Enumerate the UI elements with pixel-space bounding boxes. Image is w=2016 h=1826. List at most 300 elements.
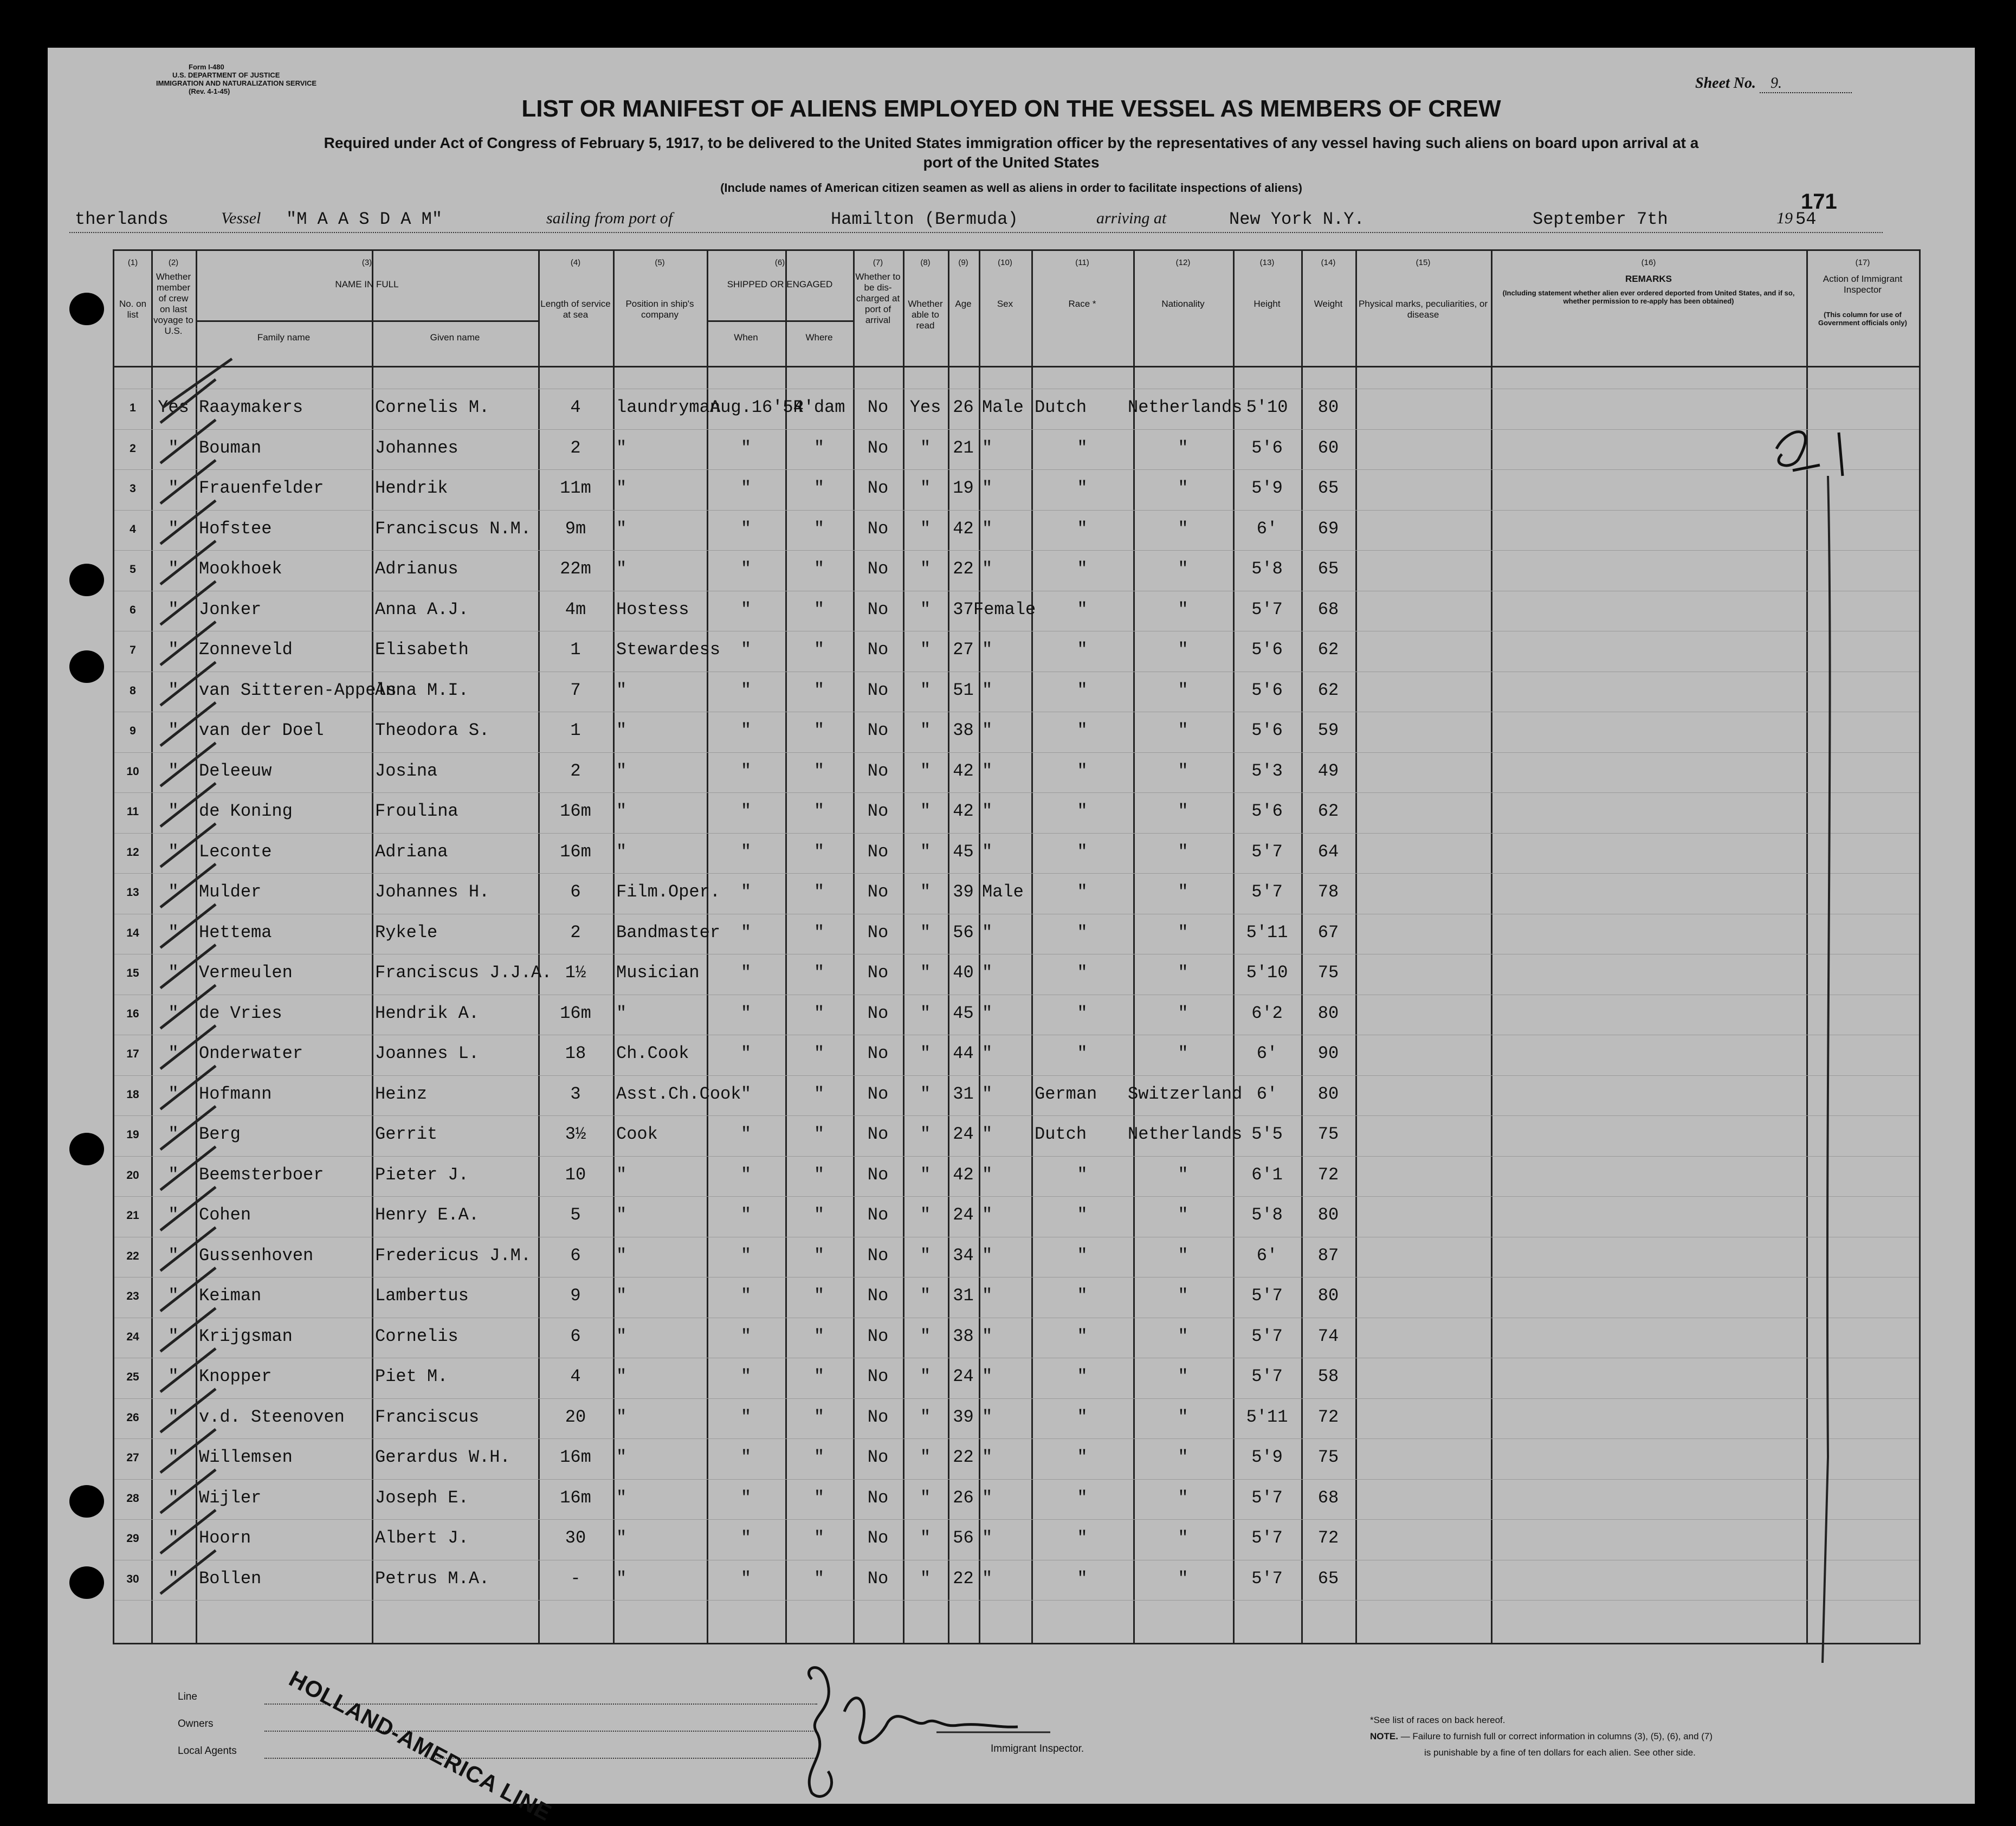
to-be-discharged: No — [867, 559, 889, 579]
weight: 80 — [1317, 1003, 1339, 1023]
crew-last-voyage: " — [168, 559, 179, 579]
able-to-read: Yes — [909, 397, 941, 417]
sex: " — [982, 1366, 993, 1386]
shipped-when: " — [740, 720, 752, 740]
shipped-where: " — [813, 922, 825, 943]
punch-hole — [69, 1133, 104, 1165]
crew-last-voyage: " — [168, 1003, 179, 1023]
height: 5'6 — [1251, 801, 1283, 821]
nationality: " — [1178, 478, 1188, 498]
row-number: 23 — [126, 1290, 139, 1302]
shipped-where: " — [813, 1205, 825, 1225]
sex: " — [982, 922, 993, 943]
table-row — [114, 519, 1919, 559]
position: " — [616, 1528, 627, 1548]
age: 24 — [953, 1205, 974, 1225]
family-name: Gussenhoven — [199, 1245, 314, 1266]
height: 5'10 — [1246, 963, 1288, 983]
port-to: New York N.Y. — [1229, 209, 1365, 229]
table-row — [114, 1165, 1919, 1205]
to-be-discharged: No — [867, 720, 889, 740]
name-in-full-header: NAME IN FULL — [335, 279, 399, 289]
to-be-discharged: No — [867, 1124, 889, 1144]
position: " — [616, 1406, 627, 1427]
age: 45 — [953, 841, 974, 862]
crew-last-voyage: " — [168, 882, 179, 902]
family-name: v.d. Steenoven — [199, 1406, 345, 1427]
inspector-label: Immigrant Inspector. — [991, 1743, 1084, 1754]
to-be-discharged: No — [867, 1043, 889, 1063]
nationality: " — [1178, 1205, 1188, 1225]
position: Stewardess — [616, 640, 721, 660]
shipped-where: " — [813, 760, 825, 781]
shipped-where: " — [813, 1245, 825, 1266]
vessel-label: Vessel — [221, 209, 261, 227]
given-name: Adrianus — [375, 559, 458, 579]
shipped-where: " — [813, 1043, 825, 1063]
age: 56 — [953, 1528, 974, 1548]
crew-last-voyage: " — [168, 1083, 179, 1104]
note-label: NOTE. — [1370, 1731, 1398, 1741]
length-of-service: 2 — [570, 922, 581, 943]
crew-last-voyage: " — [168, 640, 179, 660]
row-number: 12 — [126, 846, 139, 859]
length-of-service: 4 — [570, 1366, 581, 1386]
table-row — [114, 842, 1919, 882]
length-of-service: 5 — [570, 1205, 581, 1225]
age: 38 — [953, 1326, 974, 1346]
punch-hole — [69, 293, 104, 325]
age: 31 — [953, 1286, 974, 1306]
position: Musician — [616, 963, 700, 983]
crew-last-voyage: " — [168, 1043, 179, 1063]
shipped-when: " — [740, 1366, 752, 1386]
family-name: de Vries — [199, 1003, 282, 1023]
nationality: " — [1178, 882, 1188, 902]
family-name: Hettema — [199, 922, 272, 943]
row-number: 15 — [126, 967, 139, 979]
position: Asst.Ch.Cook — [616, 1083, 741, 1104]
nationality: Switzerland — [1128, 1083, 1243, 1104]
manifest-subtitle-3: (Include names of American citizen seamen as well as aliens in order to facilitate inspections of aliens) — [720, 181, 1302, 195]
height: 6'2 — [1251, 1003, 1283, 1023]
family-name-header: Family name — [257, 332, 311, 343]
race: " — [1077, 963, 1088, 983]
height: 5'9 — [1251, 1447, 1283, 1467]
age: 44 — [953, 1043, 974, 1063]
age: 22 — [953, 1447, 974, 1467]
to-be-discharged: No — [867, 1205, 889, 1225]
position: " — [616, 1205, 627, 1225]
nationality: " — [1178, 760, 1188, 781]
sex: " — [982, 963, 993, 983]
sex: Male — [982, 397, 1024, 417]
shipped-when: " — [740, 1528, 752, 1548]
weight: 72 — [1317, 1528, 1339, 1548]
row-number: 30 — [126, 1572, 139, 1585]
row-number: 1 — [130, 402, 136, 414]
nationality: " — [1178, 1286, 1188, 1306]
row-number: 2 — [130, 442, 136, 455]
length-of-service: 18 — [565, 1043, 586, 1063]
shipped-where: " — [813, 963, 825, 983]
row-number: 13 — [126, 886, 139, 899]
shipped-when: " — [740, 1447, 752, 1467]
nationality: " — [1178, 437, 1188, 458]
able-to-read: " — [920, 882, 931, 902]
to-be-discharged: No — [867, 1326, 889, 1346]
race: " — [1077, 1487, 1088, 1508]
able-to-read: " — [920, 640, 931, 660]
table-row — [114, 1286, 1919, 1326]
port-from: Hamilton (Bermuda) — [831, 209, 1018, 229]
height: 5'7 — [1251, 841, 1283, 862]
sex: Female — [973, 599, 1036, 620]
race-header: Race * — [1068, 299, 1096, 309]
shipped-where: " — [813, 841, 825, 862]
able-to-read: " — [920, 680, 931, 700]
weight: 67 — [1317, 922, 1339, 943]
race: " — [1077, 680, 1088, 700]
weight: 75 — [1317, 1124, 1339, 1144]
length-of-service: 3 — [570, 1083, 581, 1104]
able-to-read: " — [920, 720, 931, 740]
nationality: Netherlands — [1128, 1124, 1243, 1144]
able-to-read: " — [920, 841, 931, 862]
age: 26 — [953, 397, 974, 417]
row-number: 17 — [126, 1048, 139, 1060]
to-be-discharged: No — [867, 1366, 889, 1386]
position: " — [616, 1286, 627, 1306]
position: " — [616, 1003, 627, 1023]
height-header-number: (13) — [1259, 258, 1275, 267]
sex: " — [982, 1164, 993, 1185]
length-of-service: 16m — [560, 841, 591, 862]
holland-america-stamp: HOLLAND-AMERICA LINE — [285, 1666, 556, 1826]
race: " — [1077, 599, 1088, 620]
to-be-discharged: No — [867, 1245, 889, 1266]
nationality-header: Nationality — [1161, 299, 1205, 309]
shipped-when-header: When — [734, 332, 758, 343]
sex: " — [982, 1205, 993, 1225]
discharged-header-number: (7) — [873, 258, 883, 267]
weight: 74 — [1317, 1326, 1339, 1346]
able-to-read: " — [920, 1366, 931, 1386]
nationality: " — [1178, 1003, 1188, 1023]
length-of-service: 6 — [570, 1326, 581, 1346]
length-of-service: 9 — [570, 1286, 581, 1306]
able-to-read: " — [920, 963, 931, 983]
able-to-read: " — [920, 1003, 931, 1023]
weight: 75 — [1317, 1447, 1339, 1467]
row-number: 14 — [126, 926, 139, 939]
nationality: " — [1178, 1447, 1188, 1467]
age: 37 — [953, 599, 974, 620]
table-row — [114, 761, 1919, 802]
shipped-when: " — [740, 922, 752, 943]
given-name: Anna A.J. — [375, 599, 469, 620]
able-to-read: " — [920, 437, 931, 458]
given-name: Hendrik A. — [375, 1003, 480, 1023]
position: " — [616, 1164, 627, 1185]
given-name: Rykele — [375, 922, 438, 943]
nationality: " — [1178, 1043, 1188, 1063]
height: 5'7 — [1251, 1326, 1283, 1346]
nationality: " — [1178, 1487, 1188, 1508]
sex: Male — [982, 882, 1024, 902]
sex: " — [982, 680, 993, 700]
given-name: Josina — [375, 760, 438, 781]
sheet-number-label: Sheet No. — [1695, 75, 1756, 92]
able-to-read-header-number: (8) — [920, 258, 931, 267]
age: 22 — [953, 1568, 974, 1589]
shipped-where: " — [813, 1286, 825, 1306]
able-to-read: " — [920, 1528, 931, 1548]
sex: " — [982, 559, 993, 579]
row-number: 7 — [130, 644, 136, 656]
to-be-discharged: No — [867, 963, 889, 983]
given-name: Lambertus — [375, 1286, 469, 1306]
department-name: U.S. DEPARTMENT OF JUSTICE — [172, 71, 280, 79]
shipped-where: " — [813, 1487, 825, 1508]
sex: " — [982, 1245, 993, 1266]
to-be-discharged: No — [867, 397, 889, 417]
race: " — [1077, 922, 1088, 943]
age: 42 — [953, 1164, 974, 1185]
age: 27 — [953, 640, 974, 660]
age-header-number: (9) — [958, 258, 968, 267]
row-number: 20 — [126, 1169, 139, 1182]
row-number: 29 — [126, 1532, 139, 1545]
family-name: Krijgsman — [199, 1326, 293, 1346]
vessel-line-rule — [69, 232, 1883, 233]
race: " — [1077, 720, 1088, 740]
position: Cook — [616, 1124, 658, 1144]
height: 6' — [1256, 518, 1278, 539]
table-row — [114, 922, 1919, 963]
table-row — [114, 1366, 1919, 1407]
remarks-header-number: (16) — [1641, 258, 1656, 267]
able-to-read: " — [920, 1447, 931, 1467]
manifest-sheet — [48, 48, 1975, 1826]
shipped-where: " — [813, 518, 825, 539]
nationality: " — [1178, 1406, 1188, 1427]
shipped-when: " — [740, 1326, 752, 1346]
inspector-action-mark — [1728, 319, 1890, 1674]
table-row — [114, 478, 1919, 519]
height: 5'7 — [1251, 882, 1283, 902]
inspector-action-subheader: (This column for use of Government officials only) — [1818, 311, 1907, 327]
note-text-1: — Failure to furnish full or correct information in columns (3), (5), (6), and (7) — [1400, 1731, 1713, 1741]
crew-last-voyage-header: Whether member of crew on last voyage to U.S. — [153, 272, 193, 336]
position: " — [616, 1245, 627, 1266]
to-be-discharged: No — [867, 1447, 889, 1467]
age: 40 — [953, 963, 974, 983]
race: " — [1077, 760, 1088, 781]
height: 5'7 — [1251, 1528, 1283, 1548]
sheet-number — [1695, 75, 1852, 93]
shipped-where: " — [813, 801, 825, 821]
sex-header: Sex — [997, 299, 1013, 309]
family-name: Raaymakers — [199, 397, 303, 417]
able-to-read: " — [920, 559, 931, 579]
sex: " — [982, 1043, 993, 1063]
shipped-where: " — [813, 640, 825, 660]
position: " — [616, 559, 627, 579]
punch-hole — [69, 650, 104, 683]
to-be-discharged: No — [867, 882, 889, 902]
age: 56 — [953, 922, 974, 943]
shipped-where: " — [813, 1447, 825, 1467]
age: 39 — [953, 1406, 974, 1427]
age: 51 — [953, 680, 974, 700]
position: laundryman — [616, 397, 721, 417]
shipped-when: " — [740, 640, 752, 660]
position: Hostess — [616, 599, 689, 620]
shipped-where: " — [813, 1366, 825, 1386]
year-suffix: 54 — [1795, 209, 1817, 229]
position: " — [616, 478, 627, 498]
to-be-discharged: No — [867, 599, 889, 620]
able-to-read: " — [920, 599, 931, 620]
given-name: Anna M.I. — [375, 680, 469, 700]
shipped-when: Aug.16'54 — [710, 397, 804, 417]
family-name: Berg — [199, 1124, 241, 1144]
shipped-where: " — [813, 1406, 825, 1427]
shipped-when: " — [740, 841, 752, 862]
position: " — [616, 760, 627, 781]
family-name: Bouman — [199, 437, 262, 458]
able-to-read-header: Whether able to read — [908, 299, 943, 331]
shipped-when: " — [740, 1003, 752, 1023]
row-number: 10 — [126, 765, 139, 778]
shipped-when: " — [740, 599, 752, 620]
sex: " — [982, 518, 993, 539]
crew-table — [113, 249, 1921, 1644]
to-be-discharged: No — [867, 1406, 889, 1427]
able-to-read: " — [920, 1245, 931, 1266]
family-name: Hofstee — [199, 518, 272, 539]
length-of-service: 2 — [570, 760, 581, 781]
table-row — [114, 1569, 1919, 1609]
age: 39 — [953, 882, 974, 902]
crew-last-voyage: Yes — [158, 397, 189, 417]
nationality: " — [1178, 680, 1188, 700]
position: " — [616, 437, 627, 458]
row-number: 25 — [126, 1371, 139, 1383]
row-number: 8 — [130, 684, 136, 697]
length-of-service: 2 — [570, 437, 581, 458]
row-number: 24 — [126, 1330, 139, 1343]
vessel-name: "M A A S D A M" — [286, 209, 443, 229]
table-row — [114, 1488, 1919, 1528]
weight: 87 — [1317, 1245, 1339, 1266]
height: 5'7 — [1251, 1286, 1283, 1306]
able-to-read: " — [920, 922, 931, 943]
able-to-read: " — [920, 1326, 931, 1346]
nationality: " — [1178, 518, 1188, 539]
table-row — [114, 599, 1919, 640]
length-of-service: 30 — [565, 1528, 586, 1548]
position: " — [616, 1487, 627, 1508]
race-header-number: (11) — [1075, 258, 1089, 267]
table-row — [114, 1084, 1919, 1125]
given-name: Froulina — [375, 801, 458, 821]
shipped-when: " — [740, 1286, 752, 1306]
able-to-read: " — [920, 1406, 931, 1427]
shipped-when: " — [740, 518, 752, 539]
crew-last-voyage: " — [168, 1568, 179, 1589]
nationality: " — [1178, 1528, 1188, 1548]
weight: 65 — [1317, 559, 1339, 579]
sex: " — [982, 720, 993, 740]
weight: 62 — [1317, 801, 1339, 821]
age: 31 — [953, 1083, 974, 1104]
arriving-label: arriving at — [1096, 209, 1167, 227]
to-be-discharged: No — [867, 1164, 889, 1185]
length-of-service: 6 — [570, 882, 581, 902]
given-name: Franciscus — [375, 1406, 480, 1427]
given-name: Gerardus W.H. — [375, 1447, 511, 1467]
race: " — [1077, 1568, 1088, 1589]
race: " — [1077, 1326, 1088, 1346]
table-row — [114, 438, 1919, 479]
height: 5'11 — [1246, 922, 1288, 943]
nationality: " — [1178, 1568, 1188, 1589]
no-on-list-header-number: (1) — [127, 258, 138, 267]
given-name-header: Given name — [430, 332, 480, 343]
weight-header: Weight — [1314, 299, 1343, 309]
given-name: Johannes H. — [375, 882, 490, 902]
crew-last-voyage: " — [168, 760, 179, 781]
age: 19 — [953, 478, 974, 498]
age: 22 — [953, 559, 974, 579]
form-number: Form I-480 — [189, 63, 224, 71]
height: 5'6 — [1251, 437, 1283, 458]
to-be-discharged: No — [867, 801, 889, 821]
shipped-where: " — [813, 1528, 825, 1548]
shipped-where: " — [813, 1003, 825, 1023]
physical-marks-header-number: (15) — [1416, 258, 1431, 267]
weight: 69 — [1317, 518, 1339, 539]
to-be-discharged: No — [867, 922, 889, 943]
table-row — [114, 1003, 1919, 1044]
crew-last-voyage: " — [168, 1366, 179, 1386]
shipped-where: " — [813, 882, 825, 902]
family-name: Bollen — [199, 1568, 262, 1589]
family-name: Willemsen — [199, 1447, 293, 1467]
given-name: Cornelis M. — [375, 397, 490, 417]
shipped-engaged-header-number: (6) — [774, 258, 785, 267]
footer-owners-label: Owners — [178, 1718, 214, 1730]
crew-last-voyage: " — [168, 1286, 179, 1306]
shipped-where: " — [813, 1326, 825, 1346]
height: 6' — [1256, 1043, 1278, 1063]
shipped-when: " — [740, 882, 752, 902]
nationality: " — [1178, 599, 1188, 620]
table-row — [114, 1043, 1919, 1084]
given-name: Franciscus N.M. — [375, 518, 532, 539]
race: " — [1077, 1528, 1088, 1548]
able-to-read: " — [920, 1043, 931, 1063]
weight: 90 — [1317, 1043, 1339, 1063]
shipped-when: " — [740, 680, 752, 700]
crew-last-voyage: " — [168, 1528, 179, 1548]
able-to-read: " — [920, 478, 931, 498]
sailing-label: sailing from port of — [546, 209, 673, 227]
row-number: 19 — [126, 1128, 139, 1141]
manifest-subtitle-1: Required under Act of Congress of February 5, 1917, to be delivered to the United States immigration officer by the representatives of any vessel having such aliens on board upon arrival at a — [324, 134, 1699, 151]
